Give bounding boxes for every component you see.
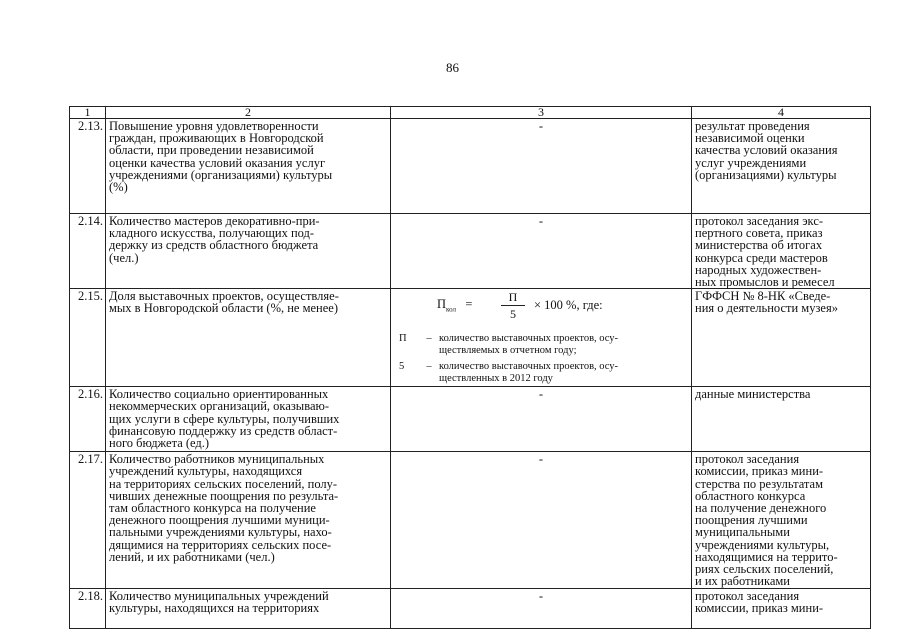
- row-number: 2.18.: [70, 589, 106, 629]
- text-line: кладного искусства, получающих под-: [109, 226, 315, 241]
- text-line: комиссии, приказ мини-: [695, 601, 824, 616]
- text-line: комиссии, приказ мини-: [695, 464, 824, 479]
- method-cell: -: [391, 387, 692, 452]
- table-row: [70, 589, 871, 629]
- source-cell: [692, 214, 871, 289]
- text-line: поощрения лучшими: [695, 513, 808, 528]
- method-cell: -: [391, 589, 692, 629]
- text-line: и их работниками: [695, 574, 790, 589]
- text-line: ществляемых в отчетном году;: [439, 345, 577, 357]
- text-line: народных художествен-: [695, 262, 822, 277]
- text-line: культуры, находящихся на территориях: [109, 601, 320, 616]
- row-number: 2.17.: [70, 452, 106, 589]
- header-col-1: 1: [70, 107, 106, 119]
- text-line: области, при проведении независимой: [109, 143, 314, 158]
- text-line: на получение денежного: [695, 501, 827, 516]
- text-line: пальными учреждениями культуры, нахо-: [109, 525, 332, 540]
- text-line: количество выставочных проектов, осу-: [439, 333, 619, 345]
- indicator-cell: [106, 387, 391, 452]
- page-number: 86: [446, 60, 459, 75]
- source-cell: [692, 387, 871, 452]
- row-number: 2.13.: [70, 119, 106, 214]
- text-line: щих услуги в сфере культуры, получивших: [109, 411, 340, 426]
- text-line: (%): [109, 180, 128, 195]
- source-cell: [692, 119, 871, 214]
- header-col-3: 3: [391, 107, 692, 119]
- text-line: на территориях сельских поселений, полу-: [109, 476, 338, 491]
- formula-denominator: 5: [510, 307, 516, 322]
- text-line: ГФФСН № 8-НК «Сведе-: [695, 289, 831, 304]
- formula-definition: [399, 333, 669, 357]
- text-line: данные министерства: [695, 387, 811, 402]
- text-line: учреждениями культуры,: [695, 537, 830, 552]
- formula-fraction: [501, 291, 525, 320]
- indicators-table: [69, 106, 871, 629]
- table-row: [70, 214, 871, 289]
- indicator-cell: [106, 289, 391, 387]
- text-line: ществленных в 2012 году: [439, 373, 553, 385]
- indicator-cell: [106, 452, 391, 589]
- text-line: держку из средств областного бюджета: [109, 238, 319, 253]
- text-line: финансовую поддержку из средств област-: [109, 423, 338, 438]
- def-dash: –: [426, 333, 432, 345]
- text-line: (чел.): [109, 250, 139, 265]
- header-col-4: 4: [692, 107, 871, 119]
- table-row: [70, 452, 871, 589]
- text-line: Количество социально ориентированных: [109, 387, 329, 402]
- text-line: мых в Новгородской области (%, не менее): [109, 301, 339, 316]
- text-line: пертного совета, приказ: [695, 226, 823, 241]
- text-line: конкурса среди мастеров: [695, 250, 828, 265]
- method-cell: -: [391, 452, 692, 589]
- table-row: [70, 387, 871, 452]
- def-symbol: П: [399, 333, 407, 345]
- text-line: риях сельских поселений,: [695, 562, 834, 577]
- text-line: количество выставочных проектов, осу-: [439, 361, 619, 373]
- text-line: лений, и их работниками (чел.): [109, 549, 275, 564]
- text-line: независимой оценки: [695, 131, 805, 146]
- text-line: оценки качества условий оказания услуг: [109, 155, 326, 170]
- table-row: [70, 289, 871, 387]
- formula-numerator: П: [501, 291, 525, 306]
- row-number: 2.16.: [70, 387, 106, 452]
- text-line: услуг учреждениями: [695, 155, 807, 170]
- text-line: находящимися на террито-: [695, 549, 838, 564]
- text-line: стерства по результатам: [695, 476, 823, 491]
- source-cell: [692, 289, 871, 387]
- text-line: Количество муниципальных учреждений: [109, 589, 329, 604]
- formula-lhs: $П_{кол}$ =: [437, 297, 473, 314]
- text-line: протокол заседания: [695, 589, 800, 604]
- text-line: качества условий оказания: [695, 143, 838, 158]
- text-line: дящимися на территориях сельских посе-: [109, 537, 332, 552]
- text-line: министерства об итогах: [695, 238, 823, 253]
- text-line: протокол заседания: [695, 452, 800, 467]
- method-cell: -: [391, 214, 692, 289]
- text-line: результат проведения: [695, 119, 810, 133]
- text-line: некоммерческих организаций, оказываю-: [109, 399, 329, 414]
- text-line: граждан, проживающих в Новгородской: [109, 131, 324, 146]
- source-cell: [692, 589, 871, 629]
- text-line: (организациями) культуры: [695, 167, 837, 182]
- text-line: учреждениями (организациями) культуры: [109, 167, 333, 182]
- method-cell: -: [391, 119, 692, 214]
- text-line: Повышение уровня удовлетворенности: [109, 119, 319, 133]
- def-symbol: 5: [399, 361, 405, 373]
- formula-rest: × 100 %, где:: [534, 298, 603, 313]
- text-line: Доля выставочных проектов, осуществляе-: [109, 289, 339, 304]
- row-number: 2.15.: [70, 289, 106, 387]
- formula: [391, 289, 691, 385]
- text-line: областного конкурса: [695, 488, 806, 503]
- text-line: протокол заседания экс-: [695, 214, 824, 228]
- table-header-row: [70, 107, 871, 119]
- text-line: там областного конкурса на получение: [109, 501, 316, 516]
- table-row: [70, 119, 871, 214]
- text-line: Количество мастеров декоративно-при-: [109, 214, 320, 228]
- source-cell: [692, 452, 871, 589]
- header-col-2: 2: [106, 107, 391, 119]
- text-line: чивших денежные поощрения по результа-: [109, 488, 339, 503]
- indicator-cell: [106, 589, 391, 629]
- formula-cell: [391, 289, 692, 387]
- text-line: учреждений культуры, находящихся: [109, 464, 303, 479]
- indicator-cell: [106, 214, 391, 289]
- text-line: Количество работников муниципальных: [109, 452, 325, 467]
- row-number: 2.14.: [70, 214, 106, 289]
- text-line: муниципальными: [695, 525, 790, 540]
- text-line: ния о деятельности музея»: [695, 301, 838, 316]
- text-line: денежного поощрения лучшими муници-: [109, 513, 330, 528]
- text-line: ного бюджета (ед.): [109, 436, 210, 451]
- indicator-cell: [106, 119, 391, 214]
- text-line: ных промыслов и ремесел: [695, 275, 835, 290]
- def-dash: –: [426, 361, 432, 373]
- formula-definition: [399, 361, 669, 385]
